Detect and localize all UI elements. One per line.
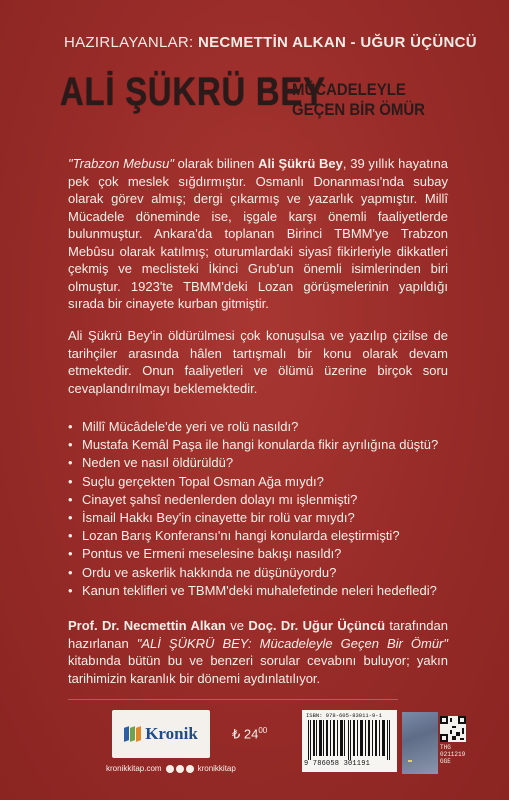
website-text: kronikkitap.com [106,764,162,773]
questions-list [68,418,458,600]
facebook-icon [166,765,174,773]
closing-text-3: kitabında bütün bu ve benzeri sorular cevabını buluyor; yakın tarihimizin karanlık bir dönemi aydınlatılıyor. [68,653,448,686]
intro-text-2: , 39 yıllık hayatına pek çok meslek sığdırmıştır. Osmanlı Donanması'nda subay olarak görev almış; dergi çıkarmış ve yazarlık yapmıştır. Millî Mücadele döneminde ise, işgale karşı önemli faaliyetlerde bulunmuştur. Ankara'da toplanan Birinci TBMM'ye Trabzon Mebûsu olarak katılmış; oturumlardaki siyasî fikirleriyle dikkatleri çekmiş ve meclisteki İkinci Grub'un önemli isimlerinden biri olmuştur. 1923'te TBMM'deki Lozan görüşmelerinin yapıldığı sırada bir cinayete kurban gitmiştir. [68,156,448,311]
instagram-icon [186,765,194,773]
isbn-text: ISBN: 978-605-83011-9-1 [306,712,382,719]
qr-code-icon [440,716,466,742]
question-item: • Ordu ve askerlik hakkında ne düşünüyordu? [68,564,458,582]
book-reference: "ALİ ŞÜKRÜ BEY: Mücadeleyle Geçen Bir Ömür" [136,635,448,651]
intro-paragraph [68,155,448,313]
question-item: • Suçlu gerçekten Topal Osman Ağa mıydı? [68,473,458,491]
authors-line [64,34,477,51]
twitter-icon [176,765,184,773]
sticker-code: THG 0211219 GGE [440,744,466,765]
book-subtitle [292,80,425,120]
price-label [232,726,267,742]
subtitle-line-2: GEÇEN BİR ÖMÜR [292,100,425,119]
closing-paragraph [68,617,448,687]
barcode-area [302,710,397,772]
intro-text-1: olarak bilinen [173,156,259,171]
question-item: • Pontus ve Ermeni meselesine bakışı nasıldı? [68,545,458,563]
question-item: • Cinayet şahsî nedenlerden dolayı mı işlenmişti? [68,491,458,509]
authors-label: HAZIRLAYANLAR: [64,34,194,51]
social-handle: kronikkitap [197,764,236,773]
intro-quote: "Trabzon Mebusu" [68,156,174,171]
barcode-icon [308,720,392,760]
question-item: • Millî Mücâdele'de yeri ve rolü nasıldı? [68,418,458,436]
question-item: • Kanun teklifleri ve TBMM'deki muhalefetinde neleri hedefledi? [68,582,458,600]
intro-name: Ali Şükrü Bey [258,156,343,171]
second-paragraph: Ali Şükrü Bey'in öldürülmesi çok konuşulsa ve yazılıp çizilse de tarihçiler arasında hâlen tartışmalı bir konu olarak devam etmektedir. Onun faaliyetleri ve ölümü üzerine birçok soru cevaplandırılmayı beklemektedir. [68,328,448,396]
kronik-logo-icon [124,725,140,743]
closing-text-1: ve [225,618,249,633]
question-item: • Lozan Barış Konferansı'nı hangi konularda eleştirmişti? [68,527,458,545]
book-title: ALİ ŞÜKRÜ BEY [60,70,326,114]
subtitle-line-1: MÜCADELEYLE [292,80,406,99]
author-1-name: Prof. Dr. Necmettin Alkan [68,618,226,633]
sticker-year-tag [408,760,412,762]
question-item: • Neden ve nasıl öldürüldü? [68,454,458,472]
price-cents: 00 [258,726,268,735]
author-2-name: Doç. Dr. Uğur Üçüncü [248,618,386,633]
publisher-web-line [106,764,236,773]
price-value: ₺ 24 [232,726,259,742]
question-item: • Mustafa Kemâl Paşa ile hangi konularda fikir ayrılığına düştü? [68,436,458,454]
hologram-sticker [402,712,438,774]
barcode-number: 9 786058 301191 [304,760,371,768]
authors-names: NECMETTİN ALKAN - UĞUR ÜÇÜNCÜ [197,34,477,51]
publisher-logo [112,710,210,758]
social-icons [166,765,194,773]
closing-text-2: tarafından hazırlanan [68,618,448,651]
question-item: • İsmail Hakkı Bey'in cinayette bir rolü var mıydı? [68,509,458,527]
publisher-name: Kronik [145,724,198,743]
footer-divider [68,699,398,700]
